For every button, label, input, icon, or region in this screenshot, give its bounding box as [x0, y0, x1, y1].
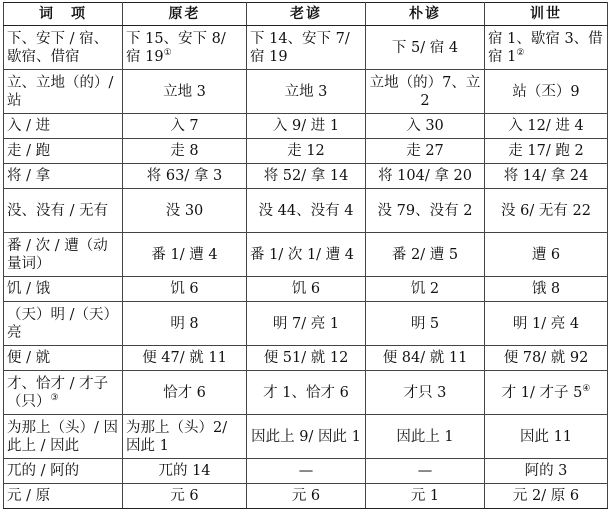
value-cell [366, 189, 485, 233]
value-text: 没 79、没有 2 [377, 202, 473, 219]
term-cell [4, 139, 123, 164]
term-text: 饥 / 饿 [7, 281, 51, 297]
value-cell [247, 189, 366, 233]
table-row [4, 277, 608, 302]
term-text: 入 / 进 [7, 118, 51, 134]
header-xunshi: 训世 [485, 3, 608, 26]
value-text: 入 9/ 进 1 [272, 118, 340, 134]
term-text: 便 / 就 [7, 350, 51, 366]
term-text: 立、立地（的）/ 站 [7, 74, 114, 109]
header-laoyan: 老谚 [247, 3, 366, 26]
comparison-table [3, 2, 608, 509]
value-cell [366, 70, 485, 114]
value-cell [123, 277, 247, 302]
value-text: 入 7 [170, 118, 199, 134]
value-text: — [298, 463, 314, 479]
value-cell [366, 459, 485, 484]
value-cell [366, 484, 485, 509]
value-text: 便 78/ 就 92 [503, 350, 589, 366]
value-cell [366, 164, 485, 189]
term-text: 兀的 / 阿的 [7, 463, 80, 479]
value-cell [123, 139, 247, 164]
value-text: 没 6/ 无有 22 [501, 202, 591, 219]
value-text: 走 17/ 跑 2 [508, 143, 584, 159]
value-text: 元 6 [291, 488, 321, 504]
table-row [4, 114, 608, 139]
value-text: 番 1/ 次 1/ 遭 4 [250, 246, 354, 263]
term-cell [4, 277, 123, 302]
term-text: 才、恰才 / 才子（只） [7, 375, 109, 410]
value-cell [247, 459, 366, 484]
value-text: 没 44、没有 4 [258, 202, 354, 219]
value-text: 饥 6 [291, 281, 321, 297]
term-cell [4, 302, 123, 346]
table-row [4, 459, 608, 484]
value-cell [247, 114, 366, 139]
value-text: 明 7/ 亮 1 [272, 315, 340, 332]
term-cell [4, 415, 123, 459]
value-text: 立地（的）7、立 2 [369, 74, 481, 109]
term-cell [4, 70, 123, 114]
term-text: 番 / 次 / 遭（动量词） [7, 237, 108, 272]
value-cell [123, 346, 247, 371]
value-cell [123, 189, 247, 233]
table-row [4, 70, 608, 114]
value-text: 才 1/ 才子 5 [501, 384, 583, 401]
value-cell [366, 415, 485, 459]
header-yuanlao: 原老 [123, 3, 247, 26]
term-text: （天）明 /（天）亮 [7, 306, 118, 341]
value-cell [366, 139, 485, 164]
value-cell [485, 139, 608, 164]
value-cell [485, 70, 608, 114]
value-cell [247, 233, 366, 277]
table-row [4, 164, 608, 189]
value-cell [247, 70, 366, 114]
value-cell [485, 26, 608, 70]
value-text: 才只 3 [403, 384, 447, 401]
value-text: 元 2/ 原 6 [512, 488, 580, 504]
table-row [4, 371, 608, 415]
table-row [4, 233, 608, 277]
term-cell [4, 371, 123, 415]
value-text: 饥 6 [170, 281, 199, 297]
value-cell [247, 346, 366, 371]
table-row [4, 189, 608, 233]
value-text: 立地 3 [163, 83, 206, 100]
value-text: 明 8 [170, 315, 199, 332]
table-row [4, 415, 608, 459]
term-cell [4, 26, 123, 70]
value-text: 下 5/ 宿 4 [391, 39, 459, 56]
value-text: 便 51/ 就 12 [263, 350, 349, 366]
value-cell [485, 371, 608, 415]
value-cell [485, 459, 608, 484]
value-text: 因此上 9/ 因此 1 [251, 428, 361, 445]
value-text: 立地 3 [284, 83, 328, 100]
value-cell [123, 459, 247, 484]
value-text: 番 2/ 遭 5 [391, 246, 459, 263]
value-cell [247, 164, 366, 189]
term-text: 下、安下 / 宿、歇宿、借宿 [7, 30, 109, 65]
term-text: 没、没有 / 无有 [7, 202, 109, 219]
value-cell [247, 302, 366, 346]
value-cell [485, 415, 608, 459]
value-cell [247, 139, 366, 164]
value-text: 没 30 [165, 202, 204, 219]
value-cell [366, 277, 485, 302]
value-cell [247, 371, 366, 415]
footnote-marker: ③ [50, 392, 59, 403]
table-row [4, 302, 608, 346]
value-text: 饥 2 [410, 281, 440, 297]
value-cell [247, 26, 366, 70]
table-row [4, 484, 608, 509]
value-text: 站（丕）9 [512, 83, 580, 100]
value-cell [123, 415, 247, 459]
value-text: 才 1、恰才 6 [263, 384, 349, 401]
value-cell [366, 346, 485, 371]
value-text: 入 12/ 进 4 [508, 118, 584, 134]
value-cell [485, 233, 608, 277]
value-text: 阿的 3 [524, 463, 568, 479]
value-cell [366, 233, 485, 277]
table-row [4, 26, 608, 70]
value-text: 因此 11 [519, 428, 573, 445]
term-text: 将 / 拿 [7, 168, 51, 184]
value-cell [247, 277, 366, 302]
value-cell [485, 164, 608, 189]
footnote-marker: ② [516, 47, 525, 58]
value-text: 便 84/ 就 11 [382, 350, 468, 366]
value-text: 下 14、安下 7/ 宿 19 [250, 30, 350, 65]
term-text: 走 / 跑 [7, 143, 51, 159]
term-cell [4, 346, 123, 371]
value-text: 下 15、安下 8/ 宿 19 [126, 30, 226, 65]
value-cell [123, 371, 247, 415]
value-text: 便 47/ 就 11 [142, 350, 227, 366]
value-text: 宿 1、歇宿 3、借宿 1 [488, 30, 603, 65]
value-cell [485, 114, 608, 139]
header-row [4, 3, 608, 26]
term-text: 元 / 原 [7, 488, 51, 504]
value-cell [123, 164, 247, 189]
value-cell [366, 114, 485, 139]
term-cell [4, 484, 123, 509]
value-text: 番 1/ 遭 4 [151, 246, 218, 263]
term-text: 为那上（头）/ 因此上 / 因此 [7, 419, 118, 454]
value-cell [123, 484, 247, 509]
value-cell [247, 415, 366, 459]
table-row [4, 346, 608, 371]
value-text: 明 5 [410, 315, 440, 332]
value-text: 兀的 14 [158, 463, 211, 479]
value-cell [485, 484, 608, 509]
header-puyan: 朴谚 [366, 3, 485, 26]
value-cell [485, 302, 608, 346]
value-text: 元 1 [410, 488, 440, 504]
value-text: 将 14/ 拿 24 [503, 168, 589, 184]
term-cell [4, 114, 123, 139]
term-cell [4, 233, 123, 277]
value-text: 明 1/ 亮 4 [512, 315, 580, 332]
value-text: 将 52/ 拿 14 [263, 168, 349, 184]
value-cell [123, 70, 247, 114]
value-text: 因此上 1 [396, 428, 454, 445]
value-text: 为那上（头）2/ 因此 1 [126, 419, 228, 454]
value-cell [247, 484, 366, 509]
value-cell [123, 114, 247, 139]
table-row [4, 139, 608, 164]
value-cell [485, 346, 608, 371]
value-cell [485, 277, 608, 302]
value-cell [366, 371, 485, 415]
value-text: 走 8 [170, 143, 199, 159]
value-cell [366, 26, 485, 70]
term-cell [4, 459, 123, 484]
value-text: 饿 8 [531, 281, 561, 297]
value-cell [123, 26, 247, 70]
value-text: 遭 6 [531, 246, 561, 263]
value-text: 走 27 [406, 143, 444, 159]
term-cell [4, 164, 123, 189]
value-text: 走 12 [287, 143, 325, 159]
value-cell [366, 302, 485, 346]
value-text: 将 104/ 拿 20 [378, 168, 472, 184]
value-text: — [417, 463, 433, 479]
value-text: 元 6 [170, 488, 199, 504]
value-cell [123, 233, 247, 277]
value-cell [123, 302, 247, 346]
value-text: 将 63/ 拿 3 [146, 168, 223, 184]
value-text: 恰才 6 [163, 384, 206, 401]
value-cell [485, 189, 608, 233]
footnote-marker: ① [163, 47, 172, 58]
value-text: 入 30 [406, 118, 444, 134]
term-cell [4, 189, 123, 233]
footnote-marker: ④ [582, 383, 591, 394]
header-term: 词 项 [4, 3, 123, 26]
